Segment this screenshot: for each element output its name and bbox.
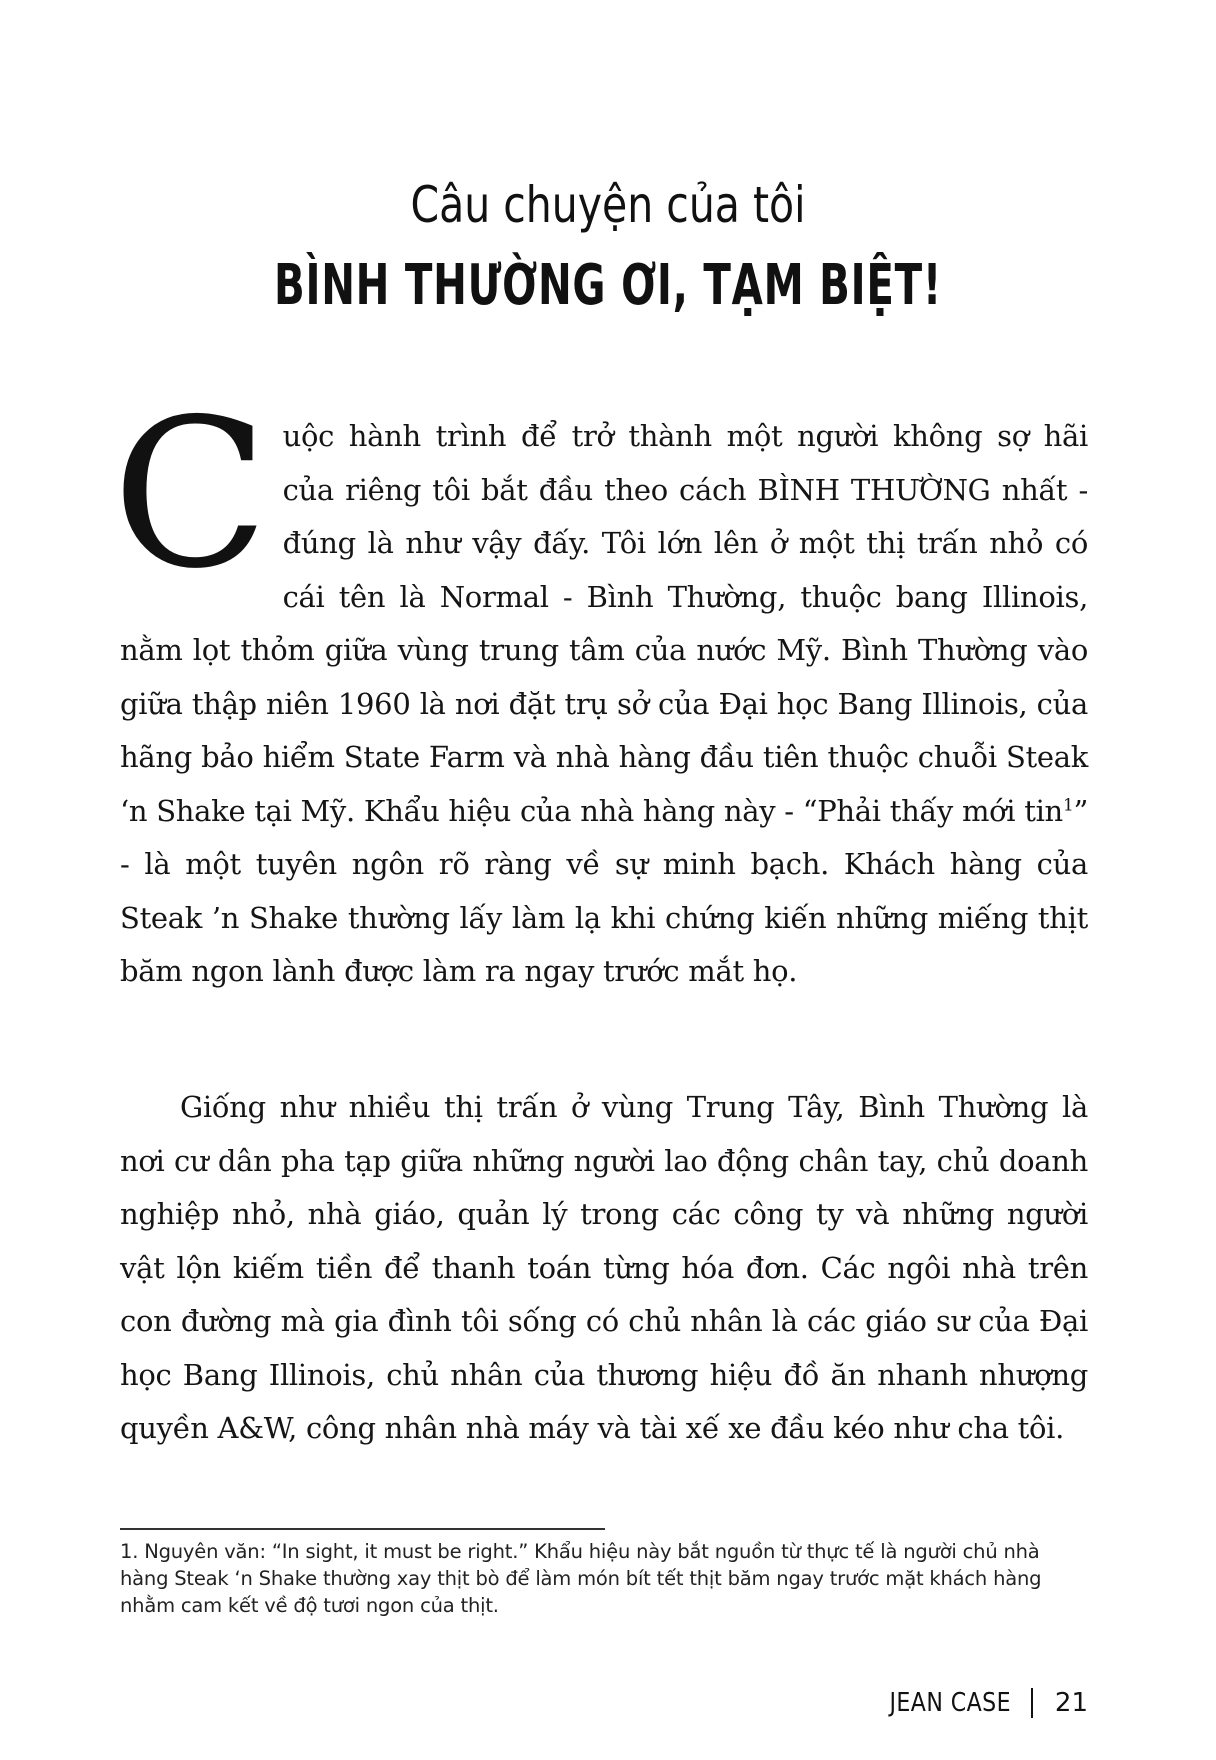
footer-author: JEAN CASE	[889, 1688, 1011, 1718]
body-paragraph-2: Giống như nhiều thị trấn ở vùng Trung Tây, Bình Thường là nơi cư dân pha tạp giữa những người lao động chân tay, chủ doanh nghiệp nhỏ, nhà giáo, quản lý trong các công ty và những người vật lộn kiếm tiền để thanh toán từng hóa đơn. Các ngôi nhà trên con đường mà gia đình tôi sống có chủ nhân là các giáo sư của Đại học Bang Illinois, chủ nhân của thương hiệu đồ ăn nhanh nhượng quyền A&W, công nhân nhà máy và tài xế xe đầu kéo như cha tôi.	[120, 1090, 1088, 1445]
footer-separator	[1031, 1688, 1033, 1718]
body-paragraph-1	[112, 376, 1088, 999]
footnote-divider	[120, 1528, 605, 1530]
chapter-title: BÌNH THƯỜNG ƠI, TẠM BIỆT!	[274, 253, 942, 318]
paragraph-1-text: uộc hành trình để trở thành một người không sợ hãi của riêng tôi bắt đầu theo cách BÌNH THƯỜNG nhất - đúng là như vậy đấy. Tôi lớn lên ở một thị trấn nhỏ có cái tên là Normal - Bình Thường, thuộc bang Illinois, nằm lọt thỏm giữa vùng trung tâm của nước Mỹ. Bình Thường vào giữa thập niên 1960 là nơi đặt trụ sở của Đại học Bang Illinois, của hãng bảo hiểm State Farm và nhà hàng đầu tiên thuộc chuỗi Steak ‘n Shake tại Mỹ. Khẩu hiệu của nhà hàng này - “Phải thấy mới tin	[120, 419, 1088, 828]
running-footer	[868, 1688, 1088, 1718]
footnote: 1. Nguyên văn: “In sight, it must be right.” Khẩu hiệu này bắt nguồn từ thực tế là người chủ nhà hàng Steak ‘n Shake thường xay thịt bò để làm món bít tết thịt băm ngay trước mặt khách hàng nhằm cam kết về độ tươi ngon của thịt.	[120, 1540, 1042, 1617]
footnote-marker[interactable]: 1	[1062, 794, 1074, 815]
chapter-kicker: Câu chuyện của tôi	[410, 176, 806, 234]
page-number: 21	[1054, 1688, 1088, 1718]
drop-cap: C	[112, 376, 269, 614]
paragraph-1-text-cont: ” - là một tuyên ngôn rõ ràng về sự minh bạch. Khách hàng của Steak ’n Shake thường lấy làm lạ khi chứng kiến những miếng thịt băm ngon lành được làm ra ngay trước mắt họ.	[120, 793, 1088, 988]
